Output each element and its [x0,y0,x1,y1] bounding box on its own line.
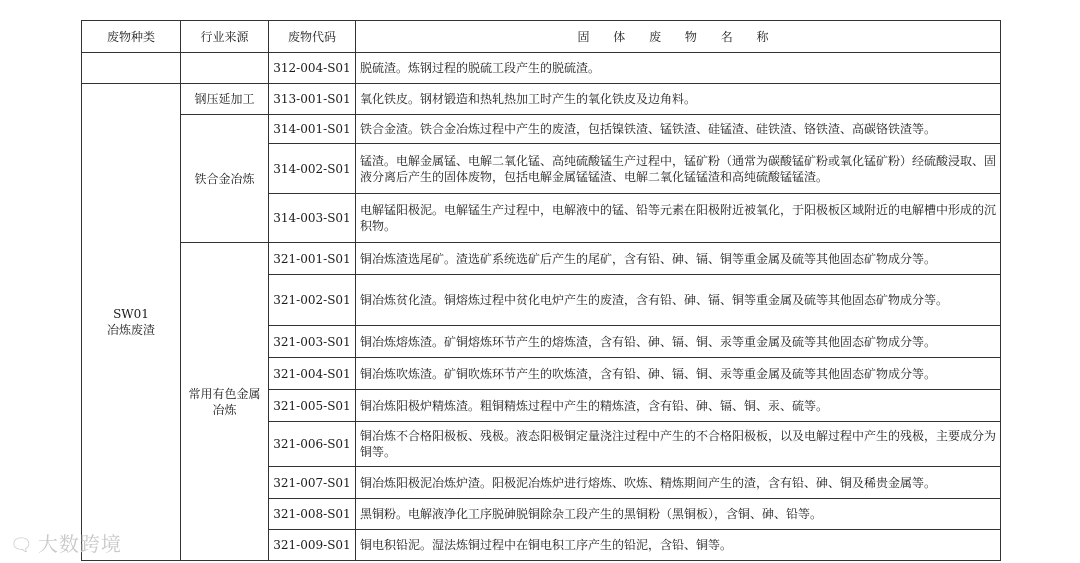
waste-description: 锰渣。电解金属锰、电解二氧化锰、高纯硫酸锰生产过程中，锰矿粉（通常为碳酸锰矿粉或氧化锰矿粉）经硫酸浸取、固液分离后产生的固体废物，包括电解金属锰锰渣、电解二氧化锰锰渣和高纯硫酸锰锰渣。 [356,144,1001,194]
waste-description: 黑铜粉。电解液净化工序脱砷脱铜除杂工段产生的黑铜粉（黑铜板），含铜、砷、铅等。 [356,499,1001,530]
waste-description: 脱硫渣。炼钢过程的脱硫工段产生的脱硫渣。 [356,53,1001,84]
source-ferroalloy: 铁合金冶炼 [181,115,269,243]
header-code: 废物代码 [269,21,356,53]
table-row [82,84,1001,115]
waste-code: 314-001-S01 [269,115,356,144]
source-steel-rolling: 钢压延加工 [181,84,269,115]
waste-code: 321-003-S01 [269,326,356,358]
waste-description: 铜冶炼阳极泥冶炼炉渣。阳极泥冶炼炉进行熔炼、吹炼、精炼期间产生的渣，含有铅、砷、铜及稀贵金属等。 [356,467,1001,499]
waste-code: 321-007-S01 [269,467,356,499]
header-source: 行业来源 [181,21,269,53]
watermark-text: 大数跨境 [37,532,122,556]
waste-description: 铜电积铅泥。湿法炼铜过程中在铜电积工序产生的铅泥，含铅、铜等。 [356,530,1001,561]
waste-code: 321-001-S01 [269,243,356,275]
waste-table [81,20,1001,561]
category-cell [82,84,181,561]
waste-code: 321-006-S01 [269,422,356,467]
waste-description: 铜冶炼不合格阳极板、残极。液态阳极铜定量浇注过程中产生的不合格阳极板，以及电解过程中产生的残极，主要成分为铜等。 [356,422,1001,467]
waste-code: 321-002-S01 [269,275,356,326]
waste-description: 铜冶炼熔炼渣。矿铜熔炼环节产生的熔炼渣，含有铅、砷、镉、铜、汞等重金属及硫等其他固态矿物成分等。 [356,326,1001,358]
category-cell-empty [82,53,181,84]
speech-bubble-logo-icon: 🗨 [10,535,34,556]
source-cell-empty [181,53,269,84]
category-code: SW01 [113,307,149,321]
waste-code: 321-008-S01 [269,499,356,530]
waste-description: 氧化铁皮。钢材锻造和热轧热加工时产生的氧化铁皮及边角料。 [356,84,1001,115]
table-row [82,115,1001,144]
waste-code: 321-005-S01 [269,390,356,422]
waste-code: 314-002-S01 [269,144,356,194]
watermark [10,528,122,557]
waste-description: 铜冶炼渣选尾矿。渣选矿系统选矿后产生的尾矿，含有铅、砷、镉、铜等重金属及硫等其他固态矿物成分等。 [356,243,1001,275]
header-row [82,21,1001,53]
source-nonferrous: 常用有色金属冶炼 [181,243,269,561]
waste-description: 电解锰阳极泥。电解锰生产过程中，电解液中的锰、铅等元素在阳极附近被氧化，于阳极板区域附近的电解槽中形成的沉积物。 [356,194,1001,243]
waste-description: 铁合金渣。铁合金冶炼过程中产生的废渣，包括镍铁渣、锰铁渣、硅锰渣、硅铁渣、铬铁渣、高碳铬铁渣等。 [356,115,1001,144]
category-name: 冶炼废渣 [106,323,155,337]
waste-description: 铜冶炼贫化渣。铜熔炼过程中贫化电炉产生的废渣，含有铅、砷、镉、铜等重金属及硫等其他固态矿物成分等。 [356,275,1001,326]
waste-code: 321-004-S01 [269,358,356,390]
waste-code: 312-004-S01 [269,53,356,84]
waste-description: 铜冶炼吹炼渣。矿铜吹炼环节产生的吹炼渣，含有铅、砷、镉、铜、汞等重金属及硫等其他固态矿物成分等。 [356,358,1001,390]
table-row [82,243,1001,275]
waste-code: 313-001-S01 [269,84,356,115]
table-row [82,53,1001,84]
header-name: 固 体 废 物 名 称 [356,21,1001,53]
waste-code: 314-003-S01 [269,194,356,243]
waste-code: 321-009-S01 [269,530,356,561]
header-category: 废物种类 [82,21,181,53]
waste-description: 铜冶炼阳极炉精炼渣。粗铜精炼过程中产生的精炼渣，含有铅、砷、镉、铜、汞、硫等。 [356,390,1001,422]
